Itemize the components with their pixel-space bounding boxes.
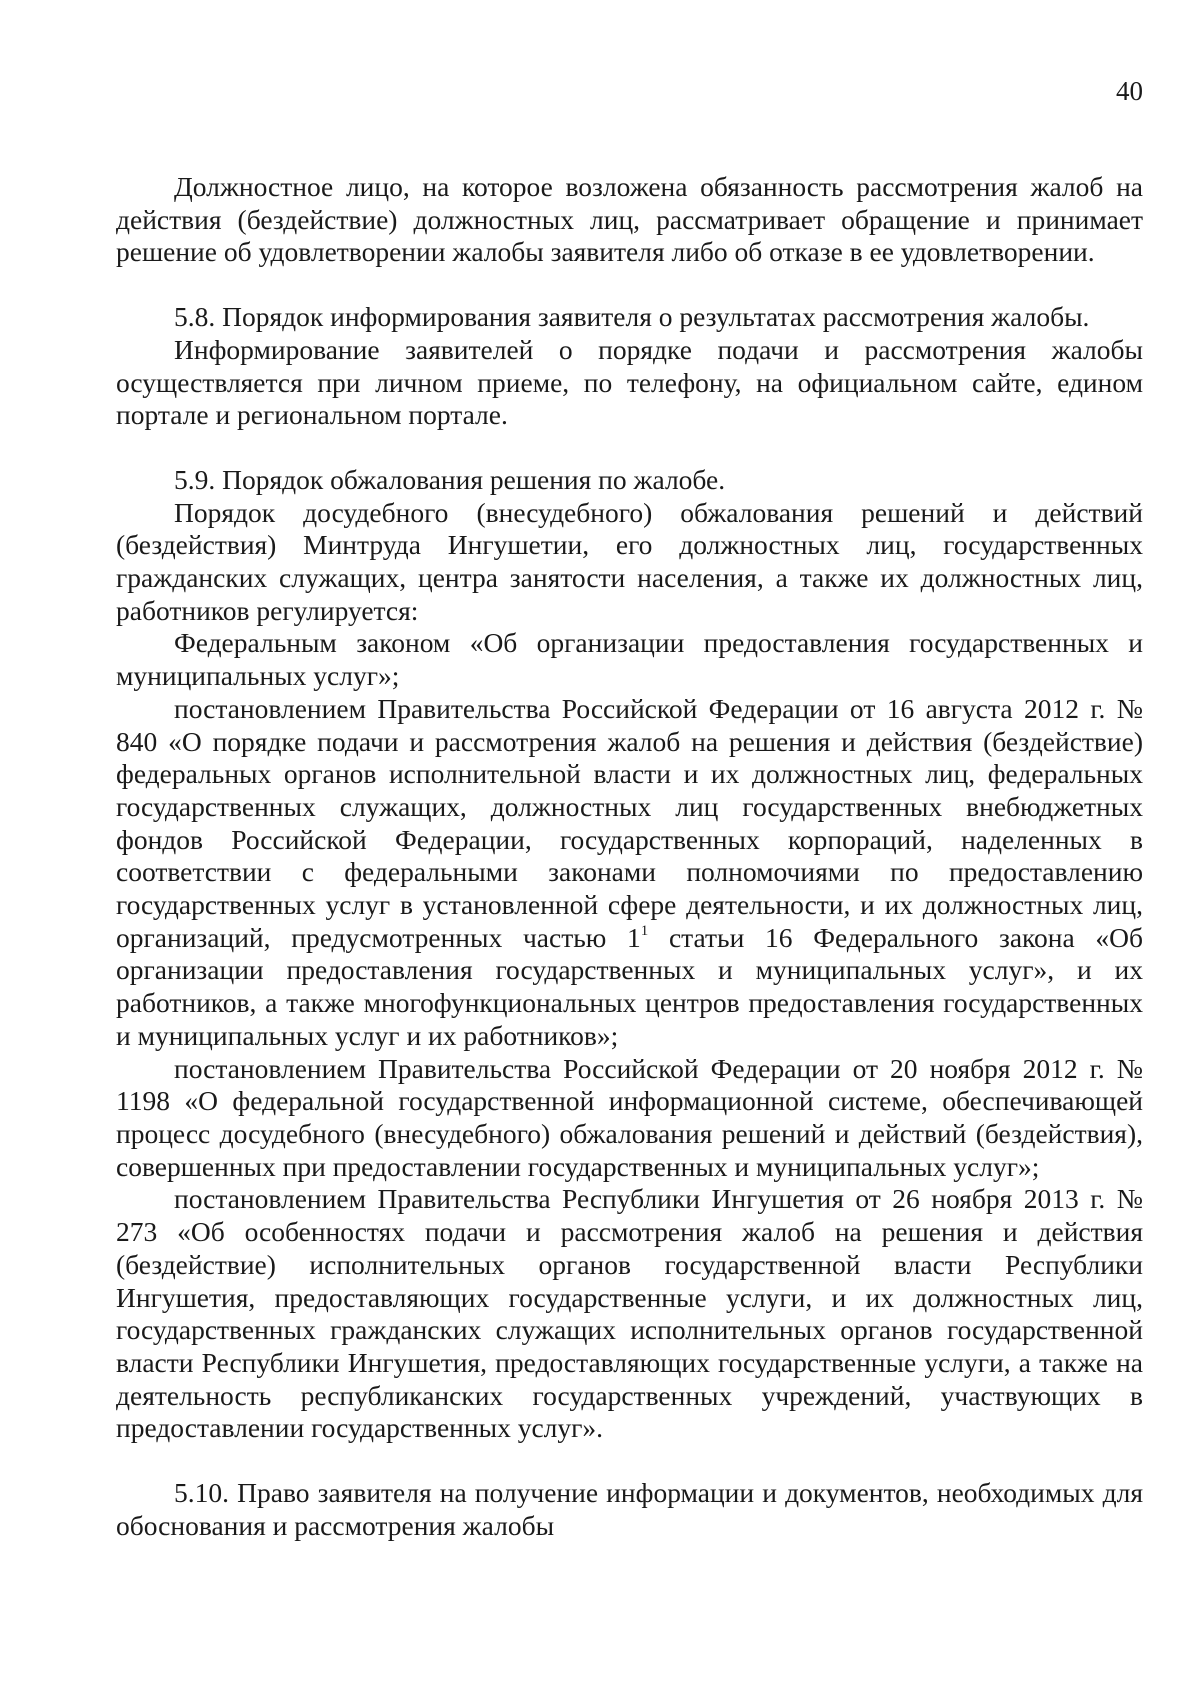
resolution-840-text-before: постановлением Правительства Российской Федерации от 16 августа 2012 г. № 840 «О порядке подачи и рассмотрения жалоб на решения и действия (бездействие) федеральных органов исполнительной власти и их должностных лиц, федеральных государственных служащих, должностных лиц государственных внебюджетных фондов Российской Федерации, государственных корпораций, наделенных в соответствии с федеральными законами полномочиями по предоставлению государственных услуг в установленной сфере деятельности, и их должностных лиц, организаций, предусмотренных частью 1 — [116, 692, 1143, 953]
document-body — [116, 171, 1143, 1542]
section-heading-5-10: 5.10. Право заявителя на получение информации и документов, необходимых для обоснования и рассмотрения жалобы — [116, 1477, 1143, 1541]
paragraph-resolution-1198: постановлением Правительства Российской Федерации от 20 ноября 2012 г. № 1198 «О федеральной государственной информационной системе, обеспечивающей процесс досудебного (внесудебного) обжалования решений и действий (бездействия), совершенных при предоставлении государственных и муниципальных услуг»; — [116, 1052, 1143, 1182]
paragraph-appeal-procedure: Порядок досудебного (внесудебного) обжалования решений и действий (бездействия) Минтруда Ингушетии, его должностных лиц, государственных гражданских служащих, центра занятости населения, а также их должностных лиц, работников регулируется: — [116, 496, 1143, 626]
page-number: 40 — [1116, 76, 1143, 106]
paragraph-federal-law: Федеральным законом «Об организации предоставления государственных и муниципальных услуг»; — [116, 627, 1143, 692]
paragraph-informing: Информирование заявителей о порядке подачи и рассмотрения жалобы осуществляется при личном приеме, по телефону, на официальном сайте, едином портале и региональном портале. — [116, 333, 1143, 431]
section-heading-5-8: 5.8. Порядок информирования заявителя о результатах рассмотрения жалобы. — [174, 301, 1090, 333]
paragraph-resolution-840 — [116, 693, 1143, 1053]
paragraph-resolution-273: постановлением Правительства Республики Ингушетия от 26 ноября 2013 г. № 273 «Об особенностях подачи и рассмотрения жалоб на решения и действия (бездействие) исполнительных органов государственной власти Республики Ингушетия, предоставляющих государственные услуги, и их должностных лиц, государственных гражданских служащих исполнительных органов государственной власти Республики Ингушетия, предоставляющих государственные услуги, а также на деятельность республиканских государственных учреждений, участвующих в предоставлении государственных услуг». — [116, 1183, 1143, 1444]
paragraph-complaint-decision: Должностное лицо, на которое возложена обязанность рассмотрения жалоб на действия (бездействие) должностных лиц, рассматривает обращение и принимает решение об удовлетворении жалобы заявителя либо об отказе в ее удовлетворении. — [116, 171, 1143, 268]
resolution-840-text-after: статьи 16 Федерального закона «Об организации предоставления государственных и муниципальных услуг», и их работников, а также многофункциональных центров предоставления государственных и муниципальных услуг и их работников»; — [116, 921, 1143, 1051]
section-heading-5-9: 5.9. Порядок обжалования решения по жалобе. — [174, 463, 726, 495]
superscript-one: 1 — [640, 922, 649, 939]
